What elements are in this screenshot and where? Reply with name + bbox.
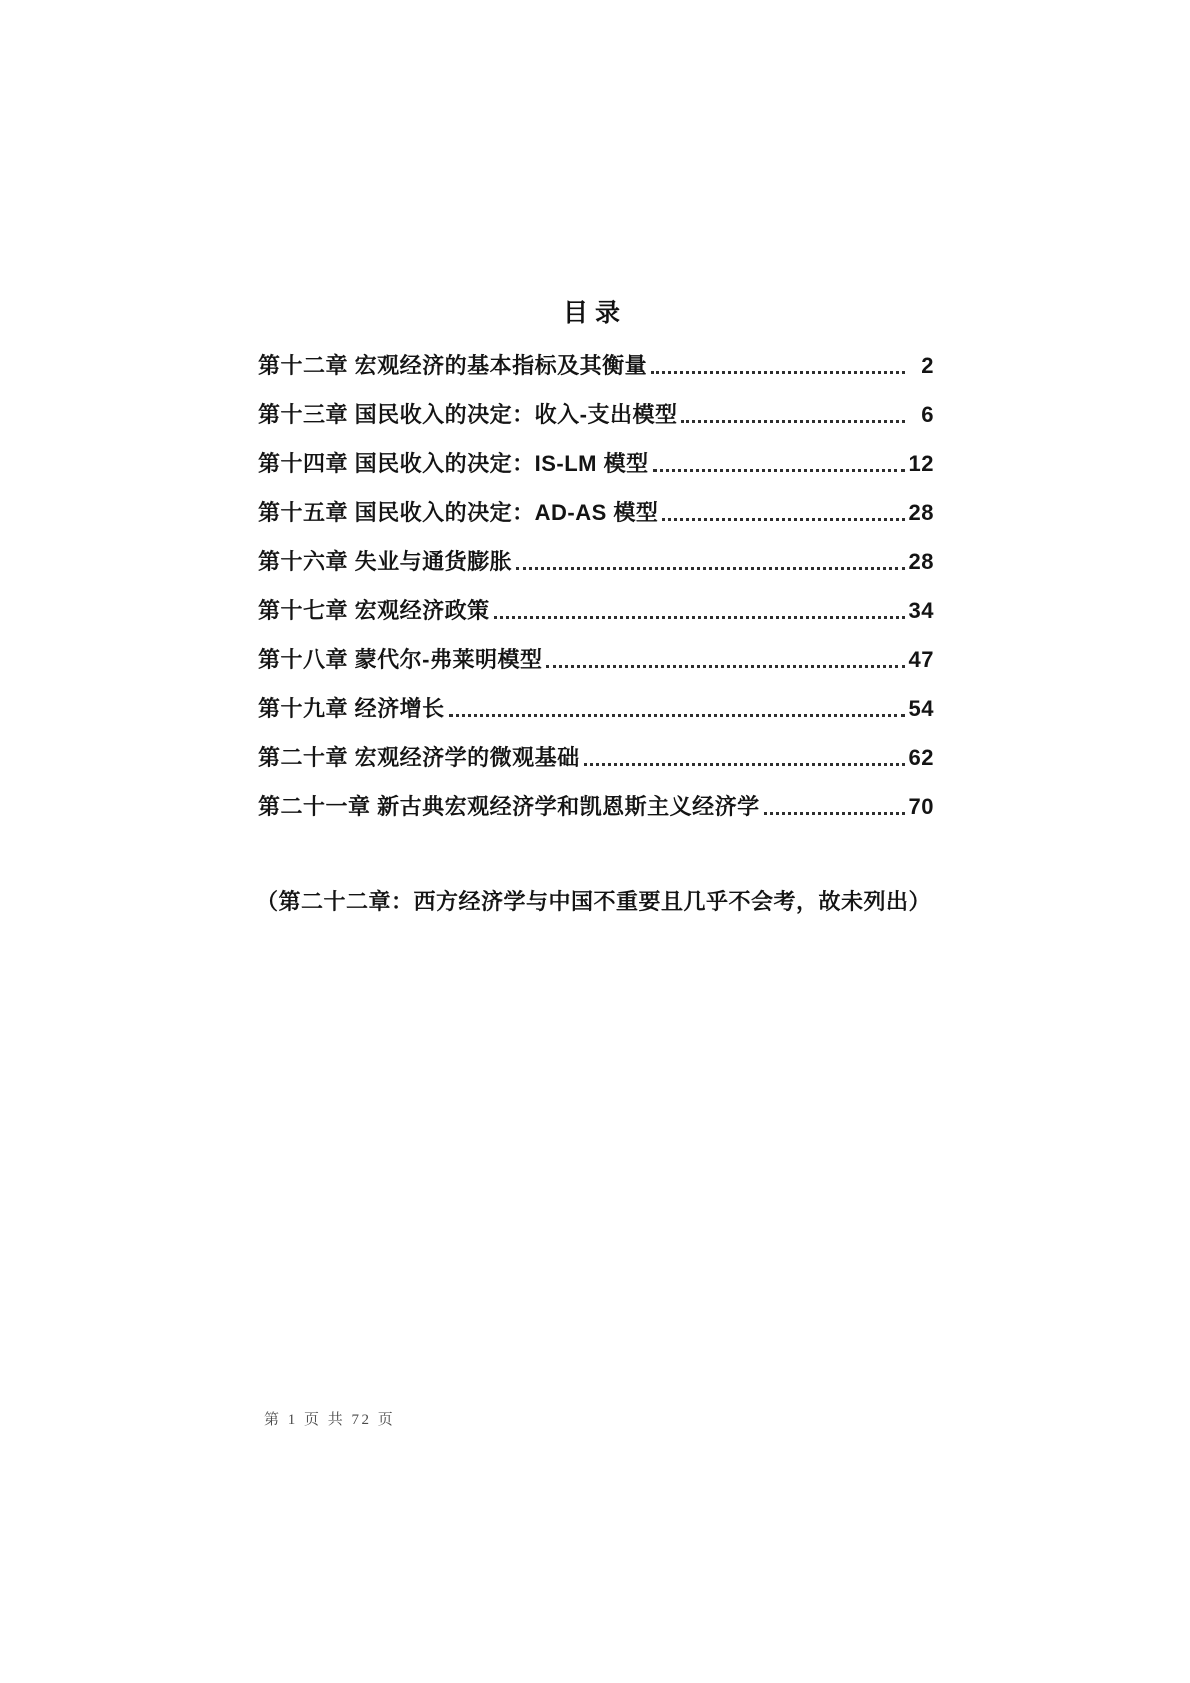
- toc-entry-label: 第十二章 宏观经济的基本指标及其衡量: [258, 353, 648, 378]
- dot-leader: [764, 812, 905, 815]
- toc-note: （第二十二章：西方经济学与中国不重要且几乎不会考，故未列出）: [256, 889, 932, 914]
- toc-entry[interactable]: [258, 778, 934, 827]
- page-title: 目录: [562, 300, 627, 327]
- toc-entry-page: 70: [908, 794, 934, 819]
- toc-entry-page: 62: [908, 745, 934, 770]
- dot-leader: [653, 469, 905, 472]
- toc-entry[interactable]: [258, 484, 934, 533]
- dot-leader: [584, 763, 905, 766]
- dot-leader: [662, 518, 905, 521]
- dot-leader: [449, 714, 905, 717]
- toc-entry-page: 28: [908, 549, 934, 574]
- toc-entry-label: 第十八章 蒙代尔-弗莱明模型: [258, 647, 543, 672]
- toc-entry-label: 第十九章 经济增长: [258, 696, 445, 721]
- dot-leader: [546, 665, 905, 668]
- toc-entry-page: 47: [908, 647, 934, 672]
- toc-entry[interactable]: [258, 680, 934, 729]
- toc-entry-page: 2: [921, 353, 934, 378]
- toc-entry-page: 12: [908, 451, 934, 476]
- toc-entry[interactable]: [258, 729, 934, 778]
- toc-entry-page: 28: [908, 500, 934, 525]
- toc-entry-page: 34: [908, 598, 934, 623]
- page-footer: [264, 1408, 395, 1429]
- dot-leader: [516, 567, 905, 570]
- toc-entry[interactable]: [258, 386, 934, 435]
- dot-leader: [494, 616, 905, 619]
- toc-entry-label: 第十五章 国民收入的决定：AD-AS 模型: [258, 500, 659, 525]
- dot-leader: [651, 371, 905, 374]
- toc-entry-label: 第十三章 国民收入的决定：收入-支出模型: [258, 402, 678, 427]
- toc-entry[interactable]: [258, 435, 934, 484]
- toc-entry-page: 6: [921, 402, 934, 427]
- toc-entry-label: 第十七章 宏观经济政策: [258, 598, 490, 623]
- toc-entry-label: 第二十一章 新古典宏观经济学和凯恩斯主义经济学: [258, 794, 760, 819]
- toc-entry-label: 第十四章 国民收入的决定：IS-LM 模型: [258, 451, 649, 476]
- toc-entry[interactable]: [258, 631, 934, 680]
- toc-entry-label: 第二十章 宏观经济学的微观基础: [258, 745, 580, 770]
- page-footer-text: 第 1 页 共 72 页: [264, 1412, 396, 1428]
- toc-entry-label: 第十六章 失业与通货膨胀: [258, 549, 513, 574]
- dot-leader: [681, 420, 905, 423]
- toc-entry[interactable]: [258, 533, 934, 582]
- toc-entry[interactable]: [258, 582, 934, 631]
- toc-entry[interactable]: [258, 337, 934, 386]
- toc-list: [258, 337, 934, 827]
- toc-entry-page: 54: [908, 696, 934, 721]
